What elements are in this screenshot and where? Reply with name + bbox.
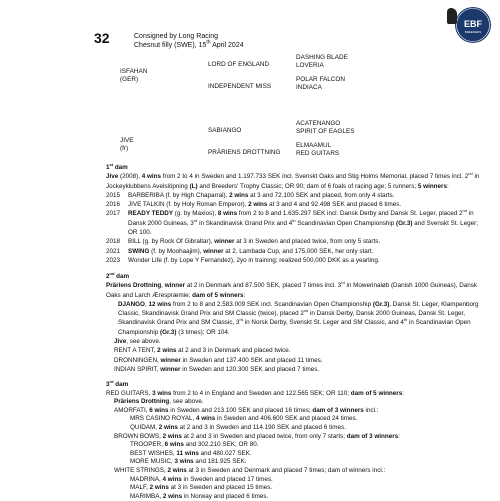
dam-sire: SABIANGO <box>208 127 242 134</box>
horse-head-icon <box>447 8 457 24</box>
second-dam-intro: Präriens Drottning, winner at 2 in Denmark and 87.500 SEK, placed 7 times incl. 3rd in Mowerinaløb (Danish 1000 Guineas), Dansk Oaks and Larch Ærespræmie; dam of 5 winners: <box>106 280 478 299</box>
progeny-row: 2017 READY TEDDY (g. by Maxios), 8 wins from 2 to 8 and 1.635.297 SEK incl. Dansk Derby and Dansk St. Leger, placed 2nd in Dansk 2000 Guineas, 3rd in Skandinavisk Grand Prix and 4th Scandinavian Open Championship (Gr.3) and Svenskt St. Leger; OR 100. <box>106 208 478 237</box>
list-item: INDIAN SPIRIT, winner in Sweden and 120.300 SEK and placed 7 times. <box>114 365 320 373</box>
list-item: WHITE STRINGS, 2 wins at 3 in Sweden and Denmark and placed 7 times; dam of winners incl.: <box>114 466 386 474</box>
progeny-row: 2023 Wonder Life (f. by Lope Y Fernandez), 2yo in training; realized 500.000 DKK as a yearling. <box>106 256 380 264</box>
third-dam-intro: RED GUITARS, 3 wins from 2 to 4 in England and Sweden and 122.565 SEK; OR 110; dam of 5 winners: <box>106 389 404 397</box>
list-item: BROWN BOWS, 2 wins at 2 and 3 in Sweden and placed twice, from only 7 starts; dam of 3 winners: <box>114 432 400 440</box>
gen3-8: RED GUITARS <box>296 150 340 157</box>
first-dam-heading: 1st dam <box>106 161 128 171</box>
sire-dam: INDEPENDENT MISS <box>208 83 272 90</box>
list-item: MARIMBA, 2 wins in Norway and placed 6 times. <box>130 492 269 500</box>
list-item: QUIDAM, 2 wins at 2 and 3 in Sweden and 114.190 SEK and placed 6 times. <box>130 423 346 431</box>
first-dam-section <box>106 163 486 265</box>
gen3-2: LOVERIA <box>296 62 324 69</box>
list-item: AMORFATI, 6 wins in Sweden and 213.100 SEK and placed 16 times; dam of 3 winners incl.: <box>114 406 379 414</box>
list-item: TROOPER, 6 wins and 302.210 SEK; OR 80. <box>130 441 259 449</box>
progeny-row: 2016 JIVE TALKIN (f. by Holy Roman Emperor), 2 wins at 3 and 4 and 92.498 SEK and placed 6 times. <box>106 201 402 209</box>
progeny-row: 2015 BARBERIBA (f. by High Chaparral), 2 wins at 3 and 72.100 SEK and placed, from only 4 starts. <box>106 191 395 199</box>
lot-description <box>134 32 244 50</box>
gen3-1: DASHING BLADE <box>296 54 348 61</box>
gen3-3: POLAR FALCON <box>296 76 346 83</box>
list-item: MRS CASINO ROYAL, 4 wins in Sweden and 406.600 SEK and placed 24 times. <box>130 415 358 423</box>
second-dam-section <box>106 272 486 374</box>
ebf-logo <box>454 6 492 44</box>
list-item: RENT A TENT, 2 wins at 2 and 3 in Denmark and placed twice. <box>114 347 291 355</box>
jive-entry: Jive, see above. <box>114 338 161 346</box>
first-dam-intro: Jive (2008), 4 wins from 2 to 4 in Sweden and 1.197.733 SEK incl. Svenskt Oaks and Stig Holms Memorial, placed 7 times incl. 2nd in Jockeyklubbens Avelslöpning (L) and Breeders' Trophy Classic; OR 90; dam of 6 foals of racing age; 5 runners; 5 winners: <box>106 171 480 190</box>
dam-name: JIVE (fr) <box>120 137 134 152</box>
django-entry: DJANGO, 12 wins from 2 to 8 and 2.583.009 SEK incl. Scandinavian Open Championship (Gr.3), Dansk St. Leger, Klampenborg Classic, Skandinavisk Grand Prix and SM Classic (twice), placed 2nd in Dansk Derby, Dansk 2000 Guineas, Dansk St. Leger, Skandinavisk Grand Prix and SM Classic, 3rd in Norsk Derby, Svenskt St. Leger and SM Classic, and 4th in Scandinavian Open Championship (Gr.3) (3 times); OR 104. <box>118 300 479 336</box>
gen3-4: INDIACA <box>296 84 322 91</box>
progeny-row: 2018 BILL (g. by Rock Of Gibraltar), winner at 3 in Sweden and placed twice, from only 5 starts. <box>106 238 381 246</box>
sire-sire: LORD OF ENGLAND <box>208 61 270 68</box>
gen3-7: ELMAAMUL <box>296 142 332 149</box>
consignor: Consigned by Long Racing <box>134 33 219 40</box>
lot-number: 32 <box>94 30 110 46</box>
third-dam-section <box>106 378 486 501</box>
list-item: BEST WISHES, 11 wins and 480.027 SEK. <box>130 449 252 457</box>
list-item: Präriens Drottning, see above. <box>114 398 204 406</box>
list-item: DRONNINGEN, winner in Sweden and 137.400 SEK and placed 11 times. <box>114 356 323 364</box>
second-dam-heading: 2nd dam <box>106 270 130 280</box>
dam-dam: PRÄRIENS DROTTNING <box>208 149 281 156</box>
list-item: MORE MUSIC, 3 wins and 181.925 SEK. <box>130 458 247 466</box>
gen3-5: ACATENANGO <box>296 120 341 127</box>
list-item: MADRINA, 4 wins in Sweden and placed 17 times. <box>130 475 273 483</box>
list-item: MALF, 2 wins at 3 in Sweden and placed 15 times. <box>130 484 273 492</box>
third-dam-heading: 3rd dam <box>106 378 129 388</box>
progeny-row: 2021 SWING (f. by Moohaajim), winner at 2, Lambada Cup, and 175.000 SEK, her only start. <box>106 247 374 255</box>
logo-text: EBF <box>464 19 482 29</box>
gen3-6: SPIRIT OF EAGLES <box>296 128 355 135</box>
logo-subtext: BREEDERS <box>464 30 482 34</box>
sire-name: ISFAHAN (GER) <box>120 68 148 83</box>
foal-description: Chesnut filly (SWE), 15th April 2024 <box>134 39 244 49</box>
